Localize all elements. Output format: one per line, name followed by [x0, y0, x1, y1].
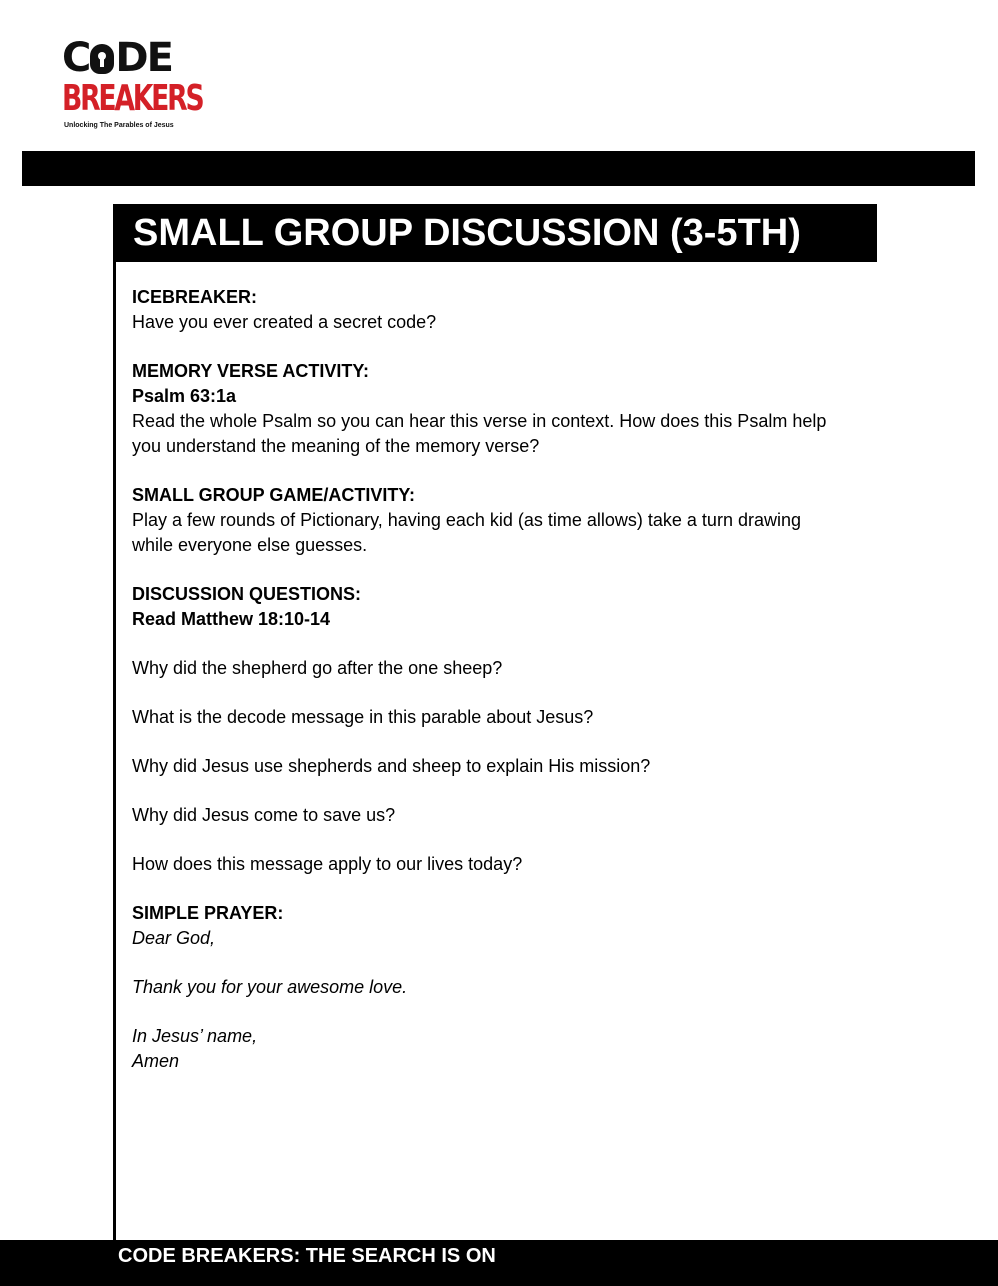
game-text-line: while everyone else guesses. [132, 535, 368, 555]
header-bar [22, 151, 975, 186]
left-rule [113, 204, 116, 1244]
game-text-line: Play a few rounds of Pictionary, having each kid (as time allows) take a turn drawing [132, 510, 801, 530]
prayer-closing: In Jesus’ name, [132, 1026, 258, 1046]
discussion-heading: DISCUSSION QUESTIONS: [132, 584, 362, 604]
discussion-content [132, 285, 932, 1074]
code-breakers-logo [62, 35, 203, 138]
discussion-question: How does this message apply to our lives today? [132, 854, 523, 874]
discussion-question: What is the decode message in this parable about Jesus? [132, 707, 594, 727]
discussion-question: Why did the shepherd go after the one sheep? [132, 658, 503, 678]
keyhole-lock-icon [90, 44, 114, 74]
logo-code-c: C [62, 35, 90, 81]
prayer-heading: SIMPLE PRAYER: [132, 903, 284, 923]
game-heading: SMALL GROUP GAME/ACTIVITY: [132, 485, 416, 505]
page-title: SMALL GROUP DISCUSSION (3-5TH) [113, 204, 877, 262]
icebreaker-text: Have you ever created a secret code? [132, 312, 437, 332]
logo-tagline: Unlocking The Parables of Jesus [64, 122, 174, 129]
logo-breakers-text: BREAKERS [62, 78, 203, 119]
footer-text: CODE BREAKERS: THE SEARCH IS ON [118, 1245, 496, 1267]
memory-verse-reference: Psalm 63:1a [132, 386, 237, 406]
discussion-question: Why did Jesus come to save us? [132, 805, 396, 825]
memory-verse-heading: MEMORY VERSE ACTIVITY: [132, 361, 370, 381]
discussion-question: Why did Jesus use shepherds and sheep to explain His mission? [132, 756, 651, 776]
footer-bar [0, 1240, 998, 1286]
scripture-reading: Read Matthew 18:10-14 [132, 609, 331, 629]
memory-verse-text-line: you understand the meaning of the memory verse? [132, 436, 540, 456]
prayer-amen: Amen [132, 1051, 180, 1071]
prayer-greeting: Dear God, [132, 928, 216, 948]
logo-code-de: DE [115, 35, 172, 81]
prayer-body: Thank you for your awesome love. [132, 977, 408, 997]
memory-verse-text-line: Read the whole Psalm so you can hear this verse in context. How does this Psalm help [132, 411, 827, 431]
icebreaker-heading: ICEBREAKER: [132, 287, 258, 307]
logo-code-text [62, 35, 172, 81]
